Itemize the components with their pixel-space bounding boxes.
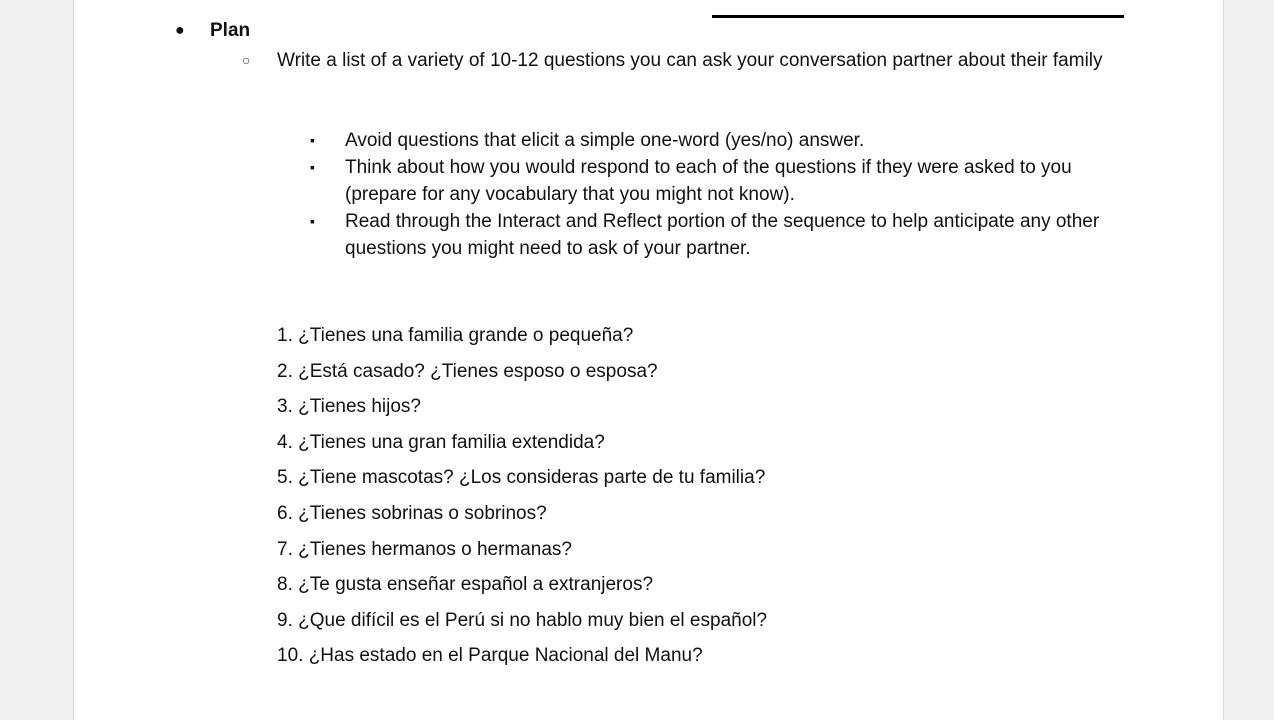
square-bullet-icon: ▪ (310, 132, 315, 148)
square-bullet-icon: ▪ (310, 159, 315, 175)
tip-text: Think about how you would respond to each of the questions if they were asked to you (prepare for any vocabulary that you might not know). (345, 157, 1072, 205)
question-item: 8. ¿Te gusta enseñar español a extranjeros? (277, 574, 654, 596)
question-item: 3. ¿Tienes hijos? (277, 396, 421, 418)
question-item: 5. ¿Tiene mascotas? ¿Los consideras parte de tu familia? (277, 467, 766, 489)
question-item: 6. ¿Tienes sobrinas o sobrinos? (277, 502, 547, 524)
section-title: Plan (210, 20, 251, 41)
question-item: 10. ¿Has estado en el Parque Nacional del Manu? (277, 645, 703, 667)
square-bullet-icon: ▪ (310, 213, 315, 229)
tip-item (310, 127, 1130, 154)
question-item: 1. ¿Tienes una familia grande o pequeña? (277, 325, 634, 346)
filled-circle-bullet-icon: ● (175, 22, 185, 39)
questions-list (277, 318, 767, 674)
tips-list (310, 127, 1130, 262)
document-page[interactable] (73, 0, 1224, 720)
task-text: Write a list of a variety of 10-12 questions you can ask your conversation partner about their family (277, 50, 1103, 71)
question-item: 7. ¿Tienes hermanos o hermanas? (277, 538, 573, 560)
question-item: 4. ¿Tienes una gran familia extendida? (277, 431, 605, 453)
tip-text: Read through the Interact and Reflect portion of the sequence to help anticipate any other questions you might need to ask of your partner. (345, 211, 1100, 259)
tip-text: Avoid questions that elicit a simple one-word (yes/no) answer. (345, 130, 865, 151)
tip-item (310, 208, 1130, 262)
question-item: 9. ¿Que difícil es el Perú si no hablo muy bien el español? (277, 609, 768, 631)
hollow-circle-bullet-icon: ○ (242, 52, 251, 68)
tip-item (310, 154, 1130, 208)
horizontal-rule (712, 15, 1124, 18)
question-item: 2. ¿Está casado? ¿Tienes esposo o esposa? (277, 360, 658, 382)
